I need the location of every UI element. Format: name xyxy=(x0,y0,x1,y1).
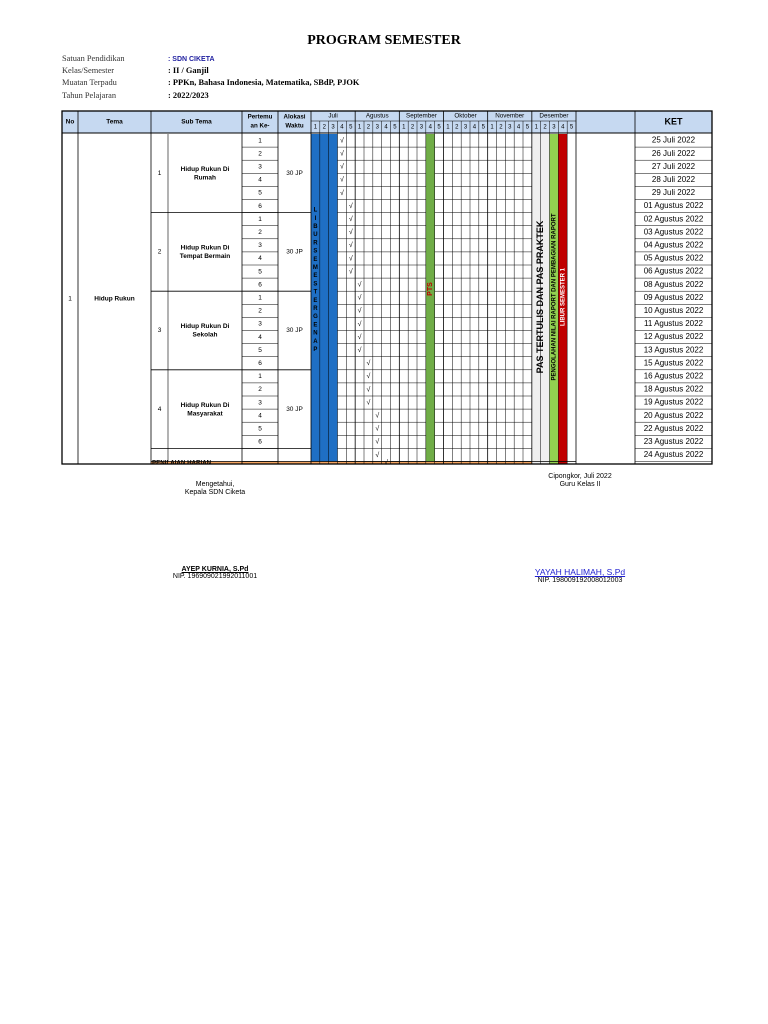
week-number: 3 xyxy=(508,124,512,131)
week-number: 3 xyxy=(463,124,468,131)
check-mark: √ xyxy=(348,255,353,263)
week-number: 1 xyxy=(357,124,362,131)
week-number: 1 xyxy=(534,124,538,131)
pertemuan-number: 6 xyxy=(258,359,262,367)
check-mark: √ xyxy=(357,346,362,354)
pertemuan-number: 3 xyxy=(258,320,262,328)
ket-date: 11 Agustus 2022 xyxy=(643,319,704,329)
pts-label: PTS xyxy=(427,282,435,296)
pertemuan-number: 2 xyxy=(258,150,262,158)
signature-right-nip: NIP. 198009192008012003 xyxy=(537,577,623,584)
pengolahan-label: PENGOLAHAN NILAI RAPORT DAN PEMBAGIAN RAPORT xyxy=(551,213,558,381)
signature-right-line1: Cipongkor, Juli 2022 xyxy=(548,473,612,480)
week-number: 3 xyxy=(331,124,335,131)
week-number: 1 xyxy=(402,124,406,131)
semester-schedule-table xyxy=(0,0,768,470)
check-mark: √ xyxy=(357,333,362,341)
signature-left-nip: NIP. 196909021992011001 xyxy=(172,573,258,580)
ket-date: 25 Juli 2022 xyxy=(651,135,696,145)
signature-left-line2: Kepala SDN Ciketa xyxy=(184,489,246,496)
pertemuan-number: 3 xyxy=(258,163,262,171)
pertemuan-number: 6 xyxy=(258,202,262,210)
ket-date: 19 Agustus 2022 xyxy=(643,397,704,407)
ket-date: 27 Juli 2022 xyxy=(651,161,696,171)
subtheme-number: 1 xyxy=(157,170,162,178)
ket-date: 24 Agustus 2022 xyxy=(643,450,704,460)
week-number: 4 xyxy=(472,124,477,131)
pertemuan-number: 6 xyxy=(258,281,262,289)
subtheme-alokasi: 30 JP xyxy=(286,170,303,178)
ket-date: 06 Agustus 2022 xyxy=(643,266,704,276)
check-mark: √ xyxy=(357,307,362,315)
check-mark: √ xyxy=(348,202,353,210)
info-value: : PPKn, Bahasa Indonesia, Matematika, SBdP, PJOK xyxy=(168,78,360,88)
info-value: : II / Ganjil xyxy=(168,66,209,76)
libur-letter: R xyxy=(313,240,318,247)
ket-date: 20 Agustus 2022 xyxy=(643,410,704,420)
libur-letter: M xyxy=(312,264,318,271)
week-number: 2 xyxy=(366,124,371,131)
check-mark: √ xyxy=(357,294,362,302)
pertemuan-number: 6 xyxy=(258,438,262,446)
pertemuan-number: 5 xyxy=(258,346,262,354)
libur-letter: E xyxy=(313,273,318,280)
check-mark: √ xyxy=(348,242,353,250)
month-header: September xyxy=(406,112,437,120)
libur-letter: E xyxy=(313,297,318,304)
pertemuan-number: 4 xyxy=(258,412,262,420)
header-alokasi: Waktu xyxy=(285,122,304,130)
month-header: Juli xyxy=(328,112,338,120)
week-number: 4 xyxy=(516,124,521,131)
penilaian-harian-label: PENILAIAN HARIAN xyxy=(152,459,212,467)
libur-letter: G xyxy=(313,314,318,321)
libur-letter: I xyxy=(314,215,317,222)
pertemuan-number: 5 xyxy=(258,189,262,197)
week-number: 5 xyxy=(437,124,441,131)
header-pertemuan: Pertemu xyxy=(247,113,273,121)
subtheme-name: Hidup Rukun Di xyxy=(180,401,230,409)
libur-letter: S xyxy=(313,248,318,255)
header-alokasi: Alokasi xyxy=(283,113,306,121)
subtheme-number: 2 xyxy=(157,248,162,256)
pertemuan-number: 1 xyxy=(258,137,262,145)
week-number: 5 xyxy=(393,124,397,131)
libur-letter: E xyxy=(313,256,318,263)
check-mark: √ xyxy=(366,399,371,407)
header-tema: Tema xyxy=(106,118,123,126)
ket-date: 26 Juli 2022 xyxy=(651,148,696,158)
ket-date: 29 Juli 2022 xyxy=(651,188,696,198)
check-mark: √ xyxy=(375,412,380,420)
check-mark: √ xyxy=(339,137,344,145)
signature-left-line1: Mengetahui, xyxy=(195,481,235,488)
month-header: Oktober xyxy=(454,112,477,120)
subtheme-name: Masyarakat xyxy=(187,410,223,418)
libur-letter: B xyxy=(313,223,318,230)
ket-date: 16 Agustus 2022 xyxy=(643,371,704,381)
libur-letter: E xyxy=(313,322,318,329)
signature-right xyxy=(520,473,640,584)
ket-date: 18 Agustus 2022 xyxy=(643,384,704,394)
ket-date: 13 Agustus 2022 xyxy=(643,345,704,355)
week-number: 2 xyxy=(499,124,503,131)
ket-date: 12 Agustus 2022 xyxy=(643,332,704,342)
week-number: 5 xyxy=(349,124,353,131)
check-mark: √ xyxy=(366,386,371,394)
week-number: 2 xyxy=(410,124,415,131)
signature-right-name: YAYAH HALIMAH, S.Pd xyxy=(534,567,626,577)
week-number: 3 xyxy=(419,124,424,131)
ket-date: 03 Agustus 2022 xyxy=(643,227,704,237)
header-pertemuan: an Ke- xyxy=(250,122,270,130)
check-mark: √ xyxy=(339,150,344,158)
pertemuan-number: 5 xyxy=(258,425,262,433)
subtheme-name: Hidup Rukun Di xyxy=(180,244,230,252)
week-number: 4 xyxy=(561,124,565,131)
month-header: Desember xyxy=(539,112,569,120)
header-no: No xyxy=(65,118,75,126)
check-mark: √ xyxy=(375,425,380,433)
subtheme-name: Hidup Rukun Di xyxy=(180,166,230,174)
pertemuan-number: 5 xyxy=(258,268,262,276)
week-number: 1 xyxy=(446,124,450,131)
week-number: 4 xyxy=(428,124,432,131)
pertemuan-number: 4 xyxy=(258,333,262,341)
subtheme-number: 3 xyxy=(157,327,162,335)
week-number: 4 xyxy=(384,124,388,131)
check-mark: √ xyxy=(375,451,380,459)
page-title: PROGRAM SEMESTER xyxy=(307,33,461,48)
subtheme-name: Rumah xyxy=(193,174,217,182)
check-mark: √ xyxy=(384,459,389,467)
pertemuan-number: 4 xyxy=(258,176,262,184)
pertemuan-number: 4 xyxy=(258,255,262,263)
week-number: 3 xyxy=(552,124,556,131)
libur-letter: L xyxy=(313,207,318,214)
month-header: Agustus xyxy=(365,112,389,120)
ket-date: 09 Agustus 2022 xyxy=(643,292,704,302)
week-number: 2 xyxy=(322,124,326,131)
subtheme-name: Tempat Bermain xyxy=(179,253,231,261)
pertemuan-number: 1 xyxy=(258,294,262,302)
week-number: 1 xyxy=(313,124,318,131)
info-label: Tahun Pelajaran xyxy=(62,90,117,100)
check-mark: √ xyxy=(348,268,353,276)
subtheme-alokasi: 30 JP xyxy=(286,405,303,413)
subtheme-name: Hidup Rukun Di xyxy=(180,323,230,331)
check-mark: √ xyxy=(348,229,353,237)
week-number: 4 xyxy=(340,124,344,131)
week-number: 1 xyxy=(490,124,494,131)
week-number: 3 xyxy=(375,124,379,131)
pts-column xyxy=(426,134,435,462)
signature-left xyxy=(160,481,270,580)
ket-date: 22 Agustus 2022 xyxy=(643,423,704,433)
week-number: 2 xyxy=(543,124,547,131)
libur-letter: A xyxy=(313,338,318,345)
info-value: : 2022/2023 xyxy=(168,90,209,100)
check-mark: √ xyxy=(357,320,362,328)
ket-date: 08 Agustus 2022 xyxy=(643,279,704,289)
week-number: 5 xyxy=(525,124,530,131)
pertemuan-number: 2 xyxy=(258,386,262,394)
libur-letter: N xyxy=(313,330,318,337)
info-label: Kelas/Semester xyxy=(62,66,115,76)
theme-number: 1 xyxy=(68,295,72,303)
check-mark: √ xyxy=(375,438,380,446)
week-number: 5 xyxy=(569,124,574,131)
check-mark: √ xyxy=(348,215,353,223)
info-label: Muatan Terpadu xyxy=(62,78,117,88)
check-mark: √ xyxy=(366,360,371,368)
pertemuan-number: 2 xyxy=(258,228,262,236)
info-value: : SDN CIKETA xyxy=(168,56,215,63)
ket-date: 01 Agustus 2022 xyxy=(643,201,704,211)
ket-date: 28 Juli 2022 xyxy=(651,174,696,184)
check-mark: √ xyxy=(357,281,362,289)
pertemuan-number: 1 xyxy=(258,215,262,223)
signature-right-line2: Guru Kelas II xyxy=(559,481,601,488)
libur-letter: S xyxy=(313,281,318,288)
ket-date: 05 Agustus 2022 xyxy=(643,253,704,263)
subtheme-alokasi: 30 JP xyxy=(286,248,303,256)
info-label: Satuan Pendidikan xyxy=(62,54,125,63)
ket-date: 10 Agustus 2022 xyxy=(643,305,704,315)
libur-semester-1-label: LIBUR SEMESTER 1 xyxy=(560,267,567,327)
week-number: 2 xyxy=(455,124,459,131)
subtheme-number: 4 xyxy=(157,405,162,413)
header-subtema: Sub Tema xyxy=(181,118,212,126)
check-mark: √ xyxy=(339,189,344,197)
check-mark: √ xyxy=(339,176,344,184)
header-ket: KET xyxy=(664,116,683,127)
pertemuan-number: 3 xyxy=(258,242,262,250)
pas-label: PAS TERTULIS DAN PAS PRAKTEK xyxy=(535,220,546,374)
subtheme-alokasi: 30 JP xyxy=(286,327,303,335)
pertemuan-number: 1 xyxy=(258,373,262,381)
check-mark: √ xyxy=(366,373,371,381)
libur-letter: P xyxy=(313,346,318,353)
month-header: November xyxy=(495,112,525,120)
subtheme-name: Sekolah xyxy=(192,331,218,339)
pertemuan-number: 3 xyxy=(258,399,262,407)
week-number: 5 xyxy=(481,124,485,131)
libur-letter: R xyxy=(313,305,318,312)
libur-letter: U xyxy=(313,232,318,239)
ket-date: 04 Agustus 2022 xyxy=(643,240,704,250)
pertemuan-number: 2 xyxy=(258,307,262,315)
theme-name: Hidup Rukun xyxy=(94,295,135,303)
check-mark: √ xyxy=(339,163,344,171)
libur-letter: T xyxy=(313,289,318,296)
ket-date: 02 Agustus 2022 xyxy=(643,214,704,224)
ket-date: 23 Agustus 2022 xyxy=(643,436,704,446)
ket-date: 15 Agustus 2022 xyxy=(643,358,704,368)
signature-left-name: AYEP KURNIA, S.Pd xyxy=(181,566,249,573)
